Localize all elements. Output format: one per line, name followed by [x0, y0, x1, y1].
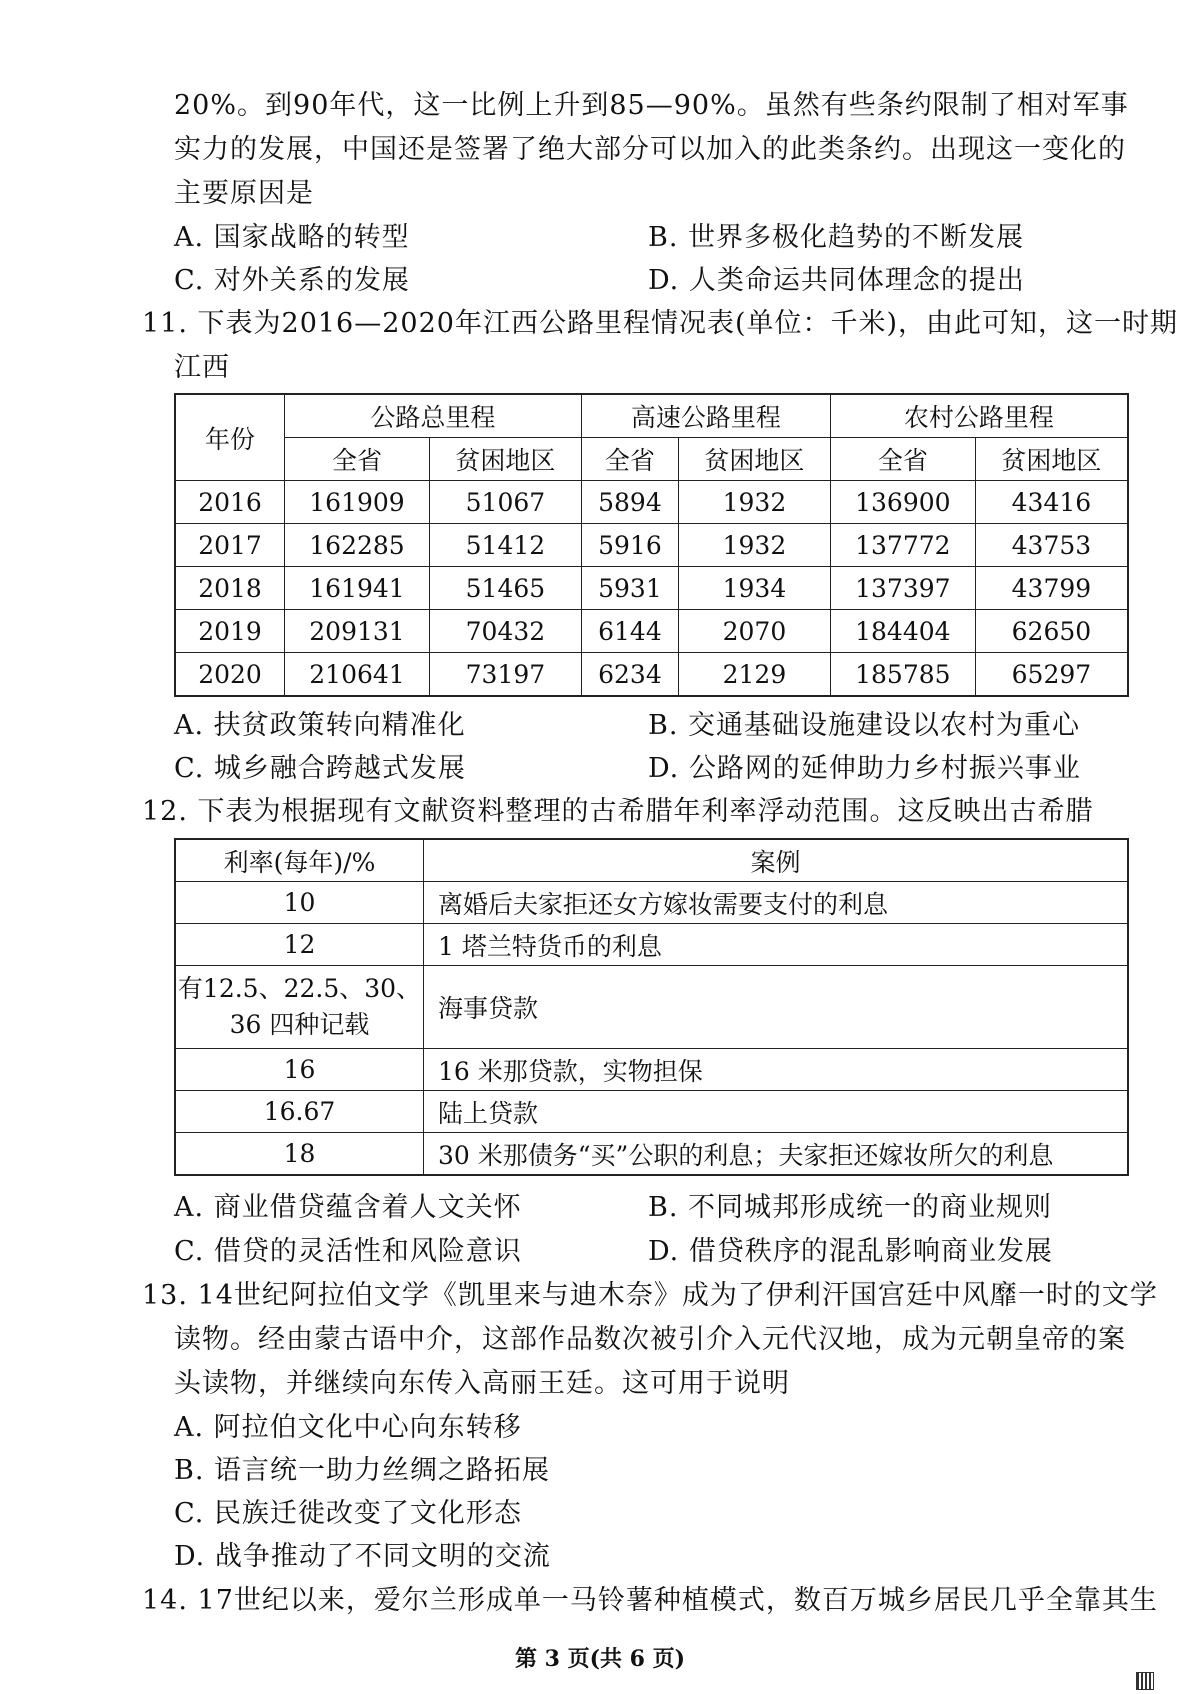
q12-stem-line-1: 12. 下表为根据现有文献资料整理的古希腊年利率浮动范围。这反映出古希腊: [142, 796, 1094, 827]
q14-stem-line-1: 14. 17世纪以来，爱尔兰形成单一马铃薯种植模式，数百万城乡居民几乎全靠其生: [142, 1585, 1158, 1616]
q11-group-header: 农村公路里程: [830, 394, 1128, 438]
mileage-cell: 1934: [679, 567, 831, 610]
mileage-cell: 2129: [679, 653, 831, 697]
q11-subheader: 贫困地区: [975, 438, 1128, 481]
q11-year-header: 年份: [175, 394, 285, 481]
rate-cell: 12: [175, 924, 424, 966]
table-row: [175, 481, 1128, 524]
q10-option-a: A. 国家战略的转型: [174, 222, 410, 253]
mileage-cell: 210641: [285, 653, 430, 697]
q11-option-d: D. 公路网的延伸助力乡村振兴事业: [648, 753, 1081, 784]
mileage-cell: 136900: [830, 481, 975, 524]
q13-stem-line-2: 读物。经由蒙古语中介，这部作品数次被引介入元代汉地，成为元朝皇帝的案: [174, 1324, 1126, 1355]
rate-cell: 10: [175, 882, 424, 924]
q11-group-header: 高速公路里程: [581, 394, 830, 438]
mileage-cell: 161909: [285, 481, 430, 524]
mileage-cell: 5916: [581, 524, 678, 567]
q13-option-c: C. 民族迁徙改变了文化形态: [174, 1498, 522, 1529]
table-row: [175, 1133, 1128, 1176]
mileage-cell: 209131: [285, 610, 430, 653]
q13-stem-line-1: 13. 14世纪阿拉伯文学《凯里来与迪木奈》成为了伊利汗国宫廷中风靡一时的文学: [142, 1280, 1158, 1311]
mileage-cell: 5931: [581, 567, 678, 610]
mileage-cell: 2070: [679, 610, 831, 653]
q12-interest-rate-table: [174, 838, 1129, 1176]
q12-header-case: 案例: [424, 839, 1129, 882]
year-cell: 2016: [175, 481, 285, 524]
case-cell: 离婚后夫家拒还女方嫁妆需要支付的利息: [424, 882, 1129, 924]
table-row: [175, 882, 1128, 924]
q11-subheader: 贫困地区: [429, 438, 581, 481]
mileage-cell: 6234: [581, 653, 678, 697]
q11-subheader: 全省: [581, 438, 678, 481]
mileage-cell: 51465: [429, 567, 581, 610]
mileage-cell: 162285: [285, 524, 430, 567]
mileage-cell: 65297: [975, 653, 1128, 697]
mileage-cell: 73197: [429, 653, 581, 697]
q10-option-d: D. 人类命运共同体理念的提出: [648, 265, 1025, 296]
q11-road-mileage-table: [174, 393, 1129, 697]
table-row: [175, 1049, 1128, 1091]
q10-line-2: 实力的发展，中国还是签署了绝大部分可以加入的此类条约。出现这一变化的: [174, 134, 1126, 165]
case-cell: 30 米那债务“买”公职的利息；夫家拒还嫁妆所欠的利息: [424, 1133, 1129, 1176]
q12-option-b: B. 不同城邦形成统一的商业规则: [648, 1192, 1053, 1223]
mileage-cell: 1932: [679, 481, 831, 524]
q11-table-body: [175, 481, 1128, 697]
qr-code-icon: [1136, 1672, 1154, 1690]
case-cell: 海事贷款: [424, 966, 1129, 1049]
q11-subheader: 全省: [285, 438, 430, 481]
rate-cell: 16: [175, 1049, 424, 1091]
q12-table-body: [175, 882, 1128, 1176]
year-cell: 2017: [175, 524, 285, 567]
table-row: [175, 610, 1128, 653]
year-cell: 2019: [175, 610, 285, 653]
table-row: [175, 924, 1128, 966]
q10-option-b: B. 世界多极化趋势的不断发展: [648, 222, 1025, 253]
q10-option-c: C. 对外关系的发展: [174, 265, 410, 296]
q13-option-b: B. 语言统一助力丝绸之路拓展: [174, 1455, 551, 1486]
q12-header-rate: 利率(每年)/%: [175, 839, 424, 882]
mileage-cell: 161941: [285, 567, 430, 610]
q11-subheader: 贫困地区: [679, 438, 831, 481]
year-cell: 2018: [175, 567, 285, 610]
rate-cell: 16.67: [175, 1091, 424, 1133]
mileage-cell: 43416: [975, 481, 1128, 524]
page-number-footer: 第 3 页(共 6 页): [514, 1646, 686, 1672]
q11-subheader: 全省: [830, 438, 975, 481]
case-cell: 1 塔兰特货币的利息: [424, 924, 1129, 966]
case-cell: 陆上贷款: [424, 1091, 1129, 1133]
case-cell: 16 米那贷款，实物担保: [424, 1049, 1129, 1091]
table-row: [175, 524, 1128, 567]
mileage-cell: 6144: [581, 610, 678, 653]
q10-line-3: 主要原因是: [174, 178, 314, 209]
q11-option-a: A. 扶贫政策转向精准化: [174, 710, 466, 741]
mileage-cell: 185785: [830, 653, 975, 697]
table-row: [175, 567, 1128, 610]
q11-stem-line-1: 11. 下表为2016—2020年江西公路里程情况表(单位：千米)，由此可知，这一时期: [142, 308, 1179, 339]
q11-group-header: 公路总里程: [285, 394, 582, 438]
q12-option-c: C. 借贷的灵活性和风险意识: [174, 1236, 522, 1267]
q10-line-1: 20%。到90年代，这一比例上升到85—90%。虽然有些条约限制了相对军事: [174, 90, 1129, 121]
q11-stem-line-2: 江西: [174, 352, 230, 383]
rate-cell: 有12.5、22.5、30、 36 四种记载: [175, 966, 424, 1049]
mileage-cell: 5894: [581, 481, 678, 524]
mileage-cell: 70432: [429, 610, 581, 653]
mileage-cell: 43799: [975, 567, 1128, 610]
mileage-cell: 137772: [830, 524, 975, 567]
q13-option-a: A. 阿拉伯文化中心向东转移: [174, 1412, 522, 1443]
q12-option-a: A. 商业借贷蕴含着人文关怀: [174, 1192, 522, 1223]
mileage-cell: 184404: [830, 610, 975, 653]
rate-cell: 18: [175, 1133, 424, 1176]
table-row: [175, 1091, 1128, 1133]
year-cell: 2020: [175, 653, 285, 697]
mileage-cell: 51412: [429, 524, 581, 567]
q12-option-d: D. 借贷秩序的混乱影响商业发展: [648, 1236, 1053, 1267]
mileage-cell: 62650: [975, 610, 1128, 653]
q11-option-b: B. 交通基础设施建设以农村为重心: [648, 710, 1081, 741]
table-row: [175, 653, 1128, 697]
q13-stem-line-3: 头读物，并继续向东传入高丽王廷。这可用于说明: [174, 1368, 790, 1399]
mileage-cell: 1932: [679, 524, 831, 567]
q13-option-d: D. 战争推动了不同文明的交流: [174, 1541, 551, 1572]
mileage-cell: 51067: [429, 481, 581, 524]
mileage-cell: 137397: [830, 567, 975, 610]
q11-option-c: C. 城乡融合跨越式发展: [174, 753, 466, 784]
table-row: [175, 966, 1128, 1049]
mileage-cell: 43753: [975, 524, 1128, 567]
